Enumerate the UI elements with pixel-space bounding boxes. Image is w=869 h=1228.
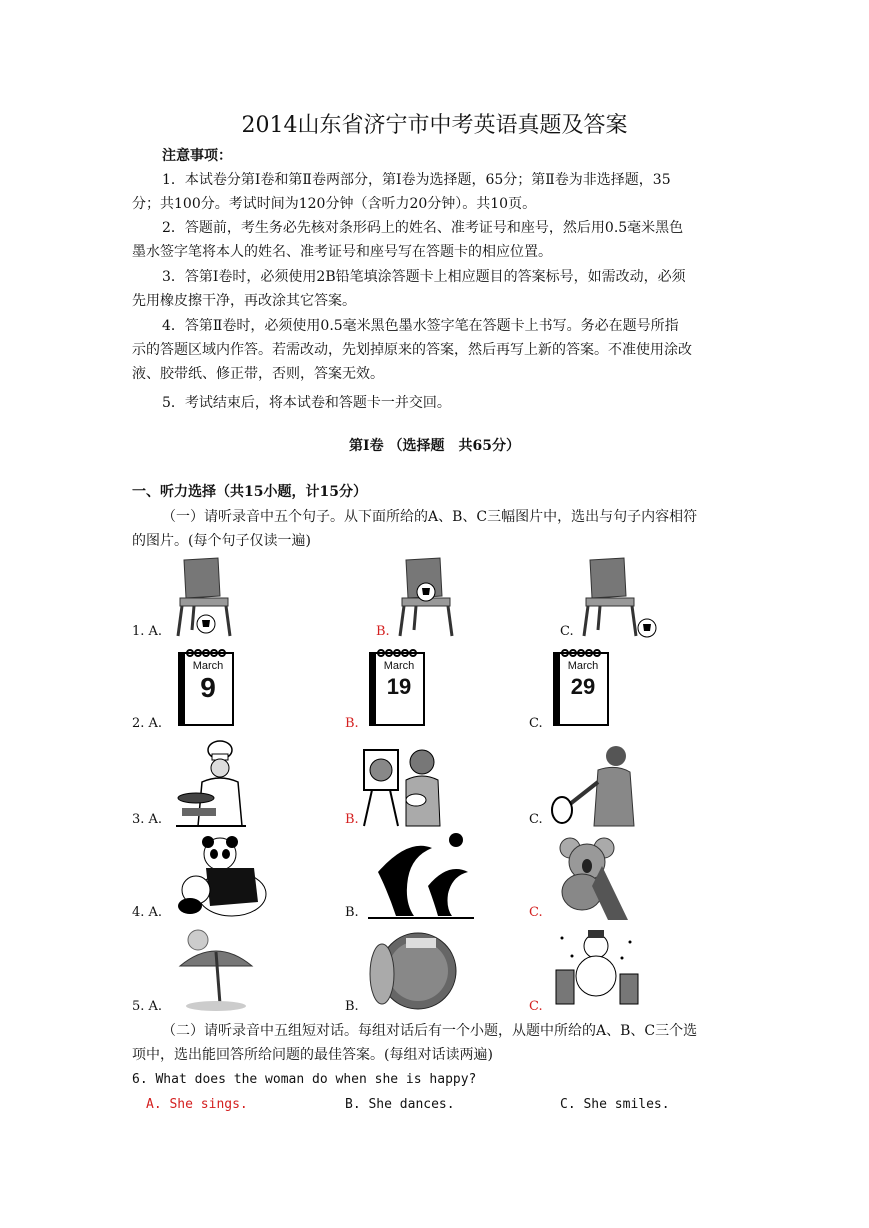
q2-option-b: B. <box>345 716 359 731</box>
calendar-month: March <box>192 660 224 672</box>
q5-label: 5. A. <box>132 999 163 1014</box>
note-line: 分；共100分。考试时间为120分钟（含听力20分钟）。共10页。 <box>132 196 537 212</box>
note-line: 5．考试结束后，将本试卷和答题卡一并交回。 <box>162 395 451 411</box>
q3-option-b: B. <box>345 812 359 827</box>
panda-icon <box>176 832 272 920</box>
calendar-day-19 <box>367 647 427 727</box>
q1-option-b: B. <box>376 624 390 639</box>
q4-option-b: B. <box>345 905 359 920</box>
q6-question: 6. What does the woman do when she is happy? <box>132 1072 477 1087</box>
note-line: 3．答第Ⅰ卷时，必须使用2B铅笔填涂答题卡上相应题目的答案标号，如需改动，必须 <box>162 269 686 285</box>
calendar-day: 9 <box>200 672 216 703</box>
koala-icon <box>552 836 628 920</box>
chair-ball-under-icon <box>174 556 234 641</box>
chair-ball-on-icon <box>396 556 456 641</box>
section-title: 第Ⅰ卷 （选择题 共65分） <box>349 438 520 454</box>
part1-instruction: 项中，选出能回答所给问题的最佳答案。(每组对话读两遍) <box>132 1047 493 1063</box>
page-title: 2014山东省济宁市中考英语真题及答案 <box>241 113 628 138</box>
dolphin-icon <box>368 832 474 920</box>
tennis-player-icon <box>550 742 650 827</box>
q2-option-c: C. <box>529 716 543 731</box>
part1-heading: 一、听力选择（共15小题，计15分） <box>132 484 367 500</box>
painter-icon <box>360 740 446 828</box>
calendar-day-9 <box>176 647 236 727</box>
q6-option-b: B. She dances. <box>345 1097 455 1112</box>
note-line: 液、胶带纸、修正带，否则，答案无效。 <box>132 366 384 382</box>
cook-icon <box>176 740 246 828</box>
note-line: 2．答题前，考生务必先核对条形码上的姓名、准考证号和座号，然后用0.5毫米黑色 <box>162 220 684 236</box>
beach-umbrella-sun-icon <box>176 926 256 1012</box>
snowman-kids-icon <box>552 928 642 1012</box>
q1-option-c: C. <box>560 624 574 639</box>
autumn-harvest-icon <box>366 930 462 1012</box>
chair-ball-beside-icon <box>580 556 660 641</box>
q4-label: 4. A. <box>132 905 163 920</box>
part1-instruction: 的图片。(每个句子仅读一遍) <box>132 533 311 549</box>
note-line: 示的答题区域内作答。若需改动，先划掉原来的答案，然后再写上新的答案。不准使用涂改 <box>132 342 692 358</box>
q5-option-b: B. <box>345 999 359 1014</box>
note-line: 先用橡皮擦干净，再改涂其它答案。 <box>132 293 356 309</box>
q6-option-a: A. She sings. <box>146 1097 248 1112</box>
note-line: 4．答第Ⅱ卷时，必须使用0.5毫米黑色墨水签字笔在答题卡上书写。务必在题号所指 <box>162 318 679 334</box>
part1-instruction: （二）请听录音中五组短对话。每组对话后有一个小题，从题中所给的A、B、C三个选 <box>162 1023 698 1039</box>
part1-instruction: （一）请听录音中五个句子。从下面所给的A、B、C三幅图片中，选出与句子内容相符 <box>162 509 698 525</box>
notes-heading: 注意事项： <box>162 148 232 164</box>
calendar-month: March <box>383 660 415 672</box>
q5-option-c: C. <box>529 999 543 1014</box>
calendar-day: 29 <box>570 674 596 699</box>
note-line: 墨水签字笔将本人的姓名、准考证号和座号写在答题卡的相应位置。 <box>132 244 552 260</box>
q1-label: 1. A. <box>132 624 163 639</box>
q3-label: 3. A. <box>132 812 163 827</box>
q6-option-c: C. She smiles. <box>560 1097 670 1112</box>
note-line: 1．本试卷分第Ⅰ卷和第Ⅱ卷两部分，第Ⅰ卷为选择题，65分；第Ⅱ卷为非选择题，35 <box>162 172 671 188</box>
q3-option-c: C. <box>529 812 543 827</box>
q2-label: 2. A. <box>132 716 163 731</box>
calendar-day-29 <box>551 647 611 727</box>
q4-option-c: C. <box>529 905 543 920</box>
calendar-day: 19 <box>386 674 412 699</box>
calendar-month: March <box>567 660 599 672</box>
